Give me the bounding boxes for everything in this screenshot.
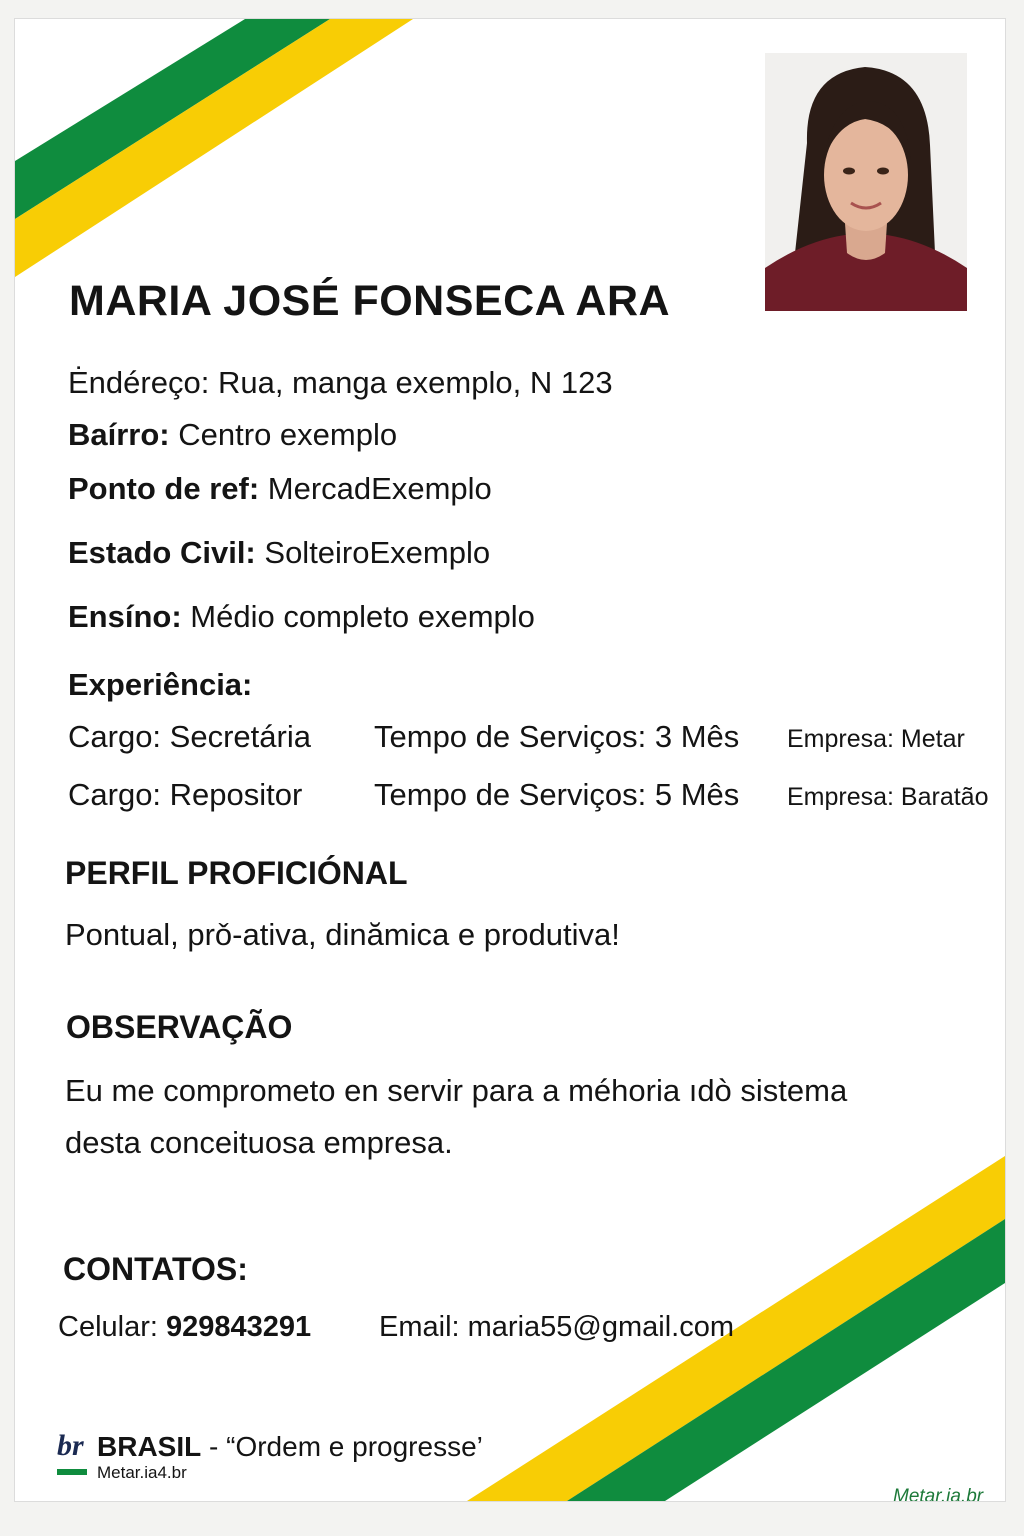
phone-label: Celular: (58, 1311, 158, 1343)
email-line (379, 1311, 734, 1344)
experience-1-role: Cargo: Secretária (68, 719, 311, 754)
civil-status-value: SolteiroExemplo (264, 535, 491, 570)
email-label: Email: (379, 1311, 460, 1343)
civil-status-label: Estado Civil: (68, 535, 256, 570)
resume-page (14, 18, 1006, 1502)
experience-2-role: Cargo: Repositor (68, 777, 303, 812)
address-value: Rua, manga exemplo, N 123 (217, 365, 613, 400)
footer-brand-line (97, 1431, 483, 1463)
neighborhood-value: Centro exemplo (178, 417, 398, 452)
contacts-heading: CONTATOS: (63, 1251, 248, 1287)
experience-1-duration: Tempo de Serviços: 3 Mês (374, 719, 740, 754)
email-address[interactable]: maria55@gmail.com (467, 1311, 734, 1343)
observation-line-2: desta conceituosa empresa. (65, 1125, 453, 1160)
reference-label: Ponto de ref: (68, 471, 260, 506)
profile-text: Pontual, prǒ-ativa, dinămica e produtiva! (65, 917, 620, 952)
brasil-logo-bar (57, 1469, 87, 1475)
phone-line (58, 1311, 311, 1344)
candidate-name: MARIA JOSÉ FONSECA ARA (69, 277, 671, 325)
reference-value: MercadExemplo (267, 471, 492, 506)
footer-motto: - “Ordem e progresse’ (201, 1431, 483, 1462)
education-line (68, 599, 535, 635)
reference-line (68, 471, 492, 507)
civil-status-line (68, 535, 490, 571)
brasil-logo-text: br (57, 1429, 84, 1462)
footer-brand: BRASIL (97, 1431, 202, 1462)
experience-2-company: Empresa: Baratão (787, 783, 989, 811)
experience-heading: Experiência: (68, 667, 253, 702)
brasil-logo (57, 1431, 91, 1479)
address-label: Ėndéreço: (68, 365, 210, 400)
experience-2-duration: Tempo de Serviços: 5 Mês (374, 777, 740, 812)
observation-line-1: Eu me comprometo en servir para a méhoria ıdò sistema (65, 1073, 848, 1108)
footer-site[interactable]: Metar.ia4.br (97, 1463, 187, 1482)
education-label: Ensíno: (68, 599, 182, 634)
profile-photo (765, 53, 967, 311)
address-line (68, 365, 613, 401)
education-value: Médio completo exemplo (190, 599, 535, 634)
experience-1-company: Empresa: Metar (787, 725, 965, 753)
profile-heading: PERFIL PROFICIÓNAL (65, 855, 408, 891)
neighborhood-line (68, 417, 397, 453)
neighborhood-label: Baírro: (68, 417, 170, 452)
phone-number: 929843291 (166, 1311, 312, 1343)
corner-site-link[interactable]: Metar.ia.br (893, 1486, 984, 1502)
observation-heading: OBSERVAÇÃO (66, 1009, 293, 1045)
